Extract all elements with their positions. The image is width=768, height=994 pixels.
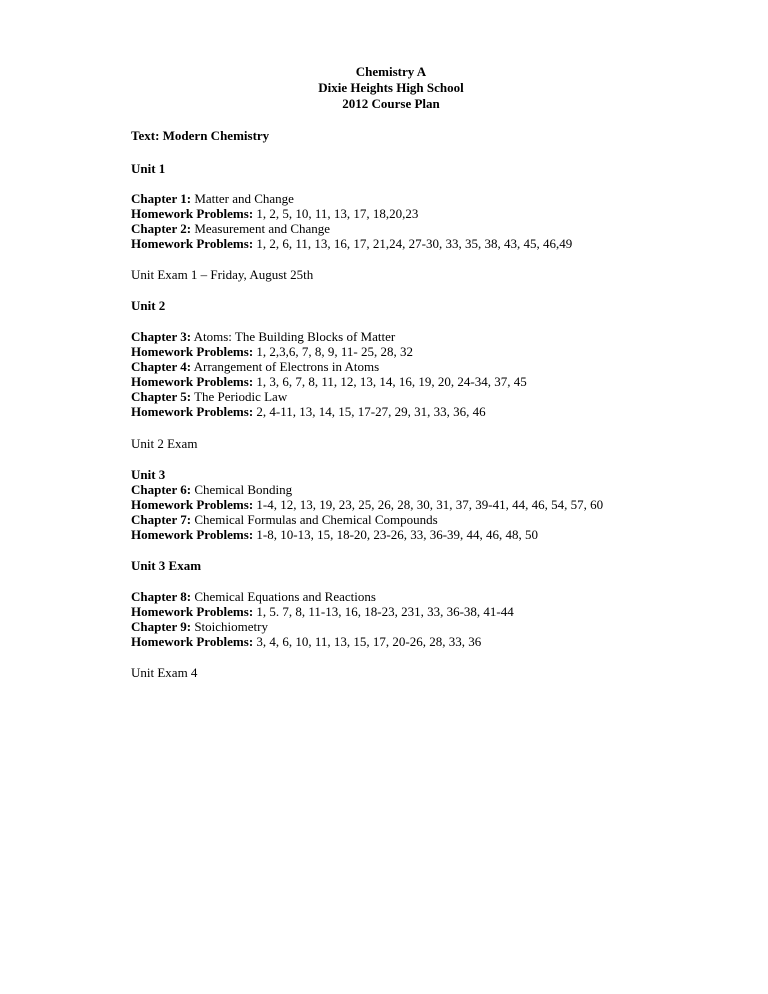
course-title: Chemistry A: [355, 64, 427, 79]
homework-line-5: [131, 404, 486, 419]
homework-problems: 1, 2, 6, 11, 13, 16, 17, 21,24, 27-30, 33, 35, 38, 43, 45, 46,49: [253, 236, 573, 251]
chapter-label: Chapter 3:: [131, 329, 192, 344]
homework-problems: 2, 4-11, 13, 14, 15, 17-27, 29, 31, 33, 36, 46: [253, 404, 486, 419]
chapter-6-line: [131, 482, 292, 497]
chapter-title: The Periodic Law: [191, 389, 288, 404]
chapter-title: Atoms: The Building Blocks of Matter: [191, 329, 396, 344]
homework-problems: 1, 5. 7, 8, 11-13, 16, 18-23, 231, 33, 36-38, 41-44: [253, 604, 514, 619]
homework-label: Homework Problems:: [131, 634, 254, 649]
chapter-label: Chapter 8:: [131, 589, 192, 604]
chapter-title: Measurement and Change: [191, 221, 331, 236]
course-plan-year: 2012 Course Plan: [342, 96, 440, 111]
unit-1-heading: Unit 1: [131, 161, 166, 176]
chapter-label: Chapter 9:: [131, 619, 192, 634]
document-header: [131, 64, 651, 112]
unit-3-heading: Unit 3: [131, 467, 166, 482]
homework-label: Homework Problems:: [131, 497, 254, 512]
homework-line-4: [131, 374, 527, 389]
chapter-3-line: [131, 329, 395, 344]
chapter-4-line: [131, 359, 379, 374]
homework-problems: 3, 4, 6, 10, 11, 13, 15, 17, 20-26, 28, 33, 36: [253, 634, 482, 649]
homework-problems: 1, 2,3,6, 7, 8, 9, 11- 25, 28, 32: [253, 344, 414, 359]
chapter-title: Chemical Formulas and Chemical Compounds: [191, 512, 438, 527]
homework-line-9: [131, 634, 481, 649]
chapter-label: Chapter 6:: [131, 482, 192, 497]
homework-label: Homework Problems:: [131, 344, 254, 359]
homework-line-1: [131, 206, 418, 221]
chapter-7-line: [131, 512, 438, 527]
homework-line-7: [131, 527, 538, 542]
homework-label: Homework Problems:: [131, 604, 254, 619]
chapter-label: Chapter 2:: [131, 221, 192, 236]
homework-problems: 1-4, 12, 13, 19, 23, 25, 26, 28, 30, 31, 37, 39-41, 44, 46, 54, 57, 60: [253, 497, 604, 512]
chapter-label: Chapter 4:: [131, 359, 192, 374]
chapter-1-line: [131, 191, 294, 206]
chapter-title: Stoichiometry: [191, 619, 268, 634]
homework-label: Homework Problems:: [131, 374, 254, 389]
chapter-5-line: [131, 389, 287, 404]
chapter-label: Chapter 5:: [131, 389, 192, 404]
chapter-label: Chapter 7:: [131, 512, 192, 527]
unit-2-exam: Unit 2 Exam: [131, 436, 198, 451]
chapter-title: Matter and Change: [191, 191, 294, 206]
homework-label: Homework Problems:: [131, 527, 254, 542]
homework-line-6: [131, 497, 603, 512]
chapter-label: Chapter 1:: [131, 191, 192, 206]
chapter-title: Chemical Bonding: [191, 482, 293, 497]
homework-line-8: [131, 604, 514, 619]
homework-problems: 1-8, 10-13, 15, 18-20, 23-26, 33, 36-39, 44, 46, 48, 50: [253, 527, 539, 542]
homework-line-2: [131, 236, 572, 251]
chapter-title: Chemical Equations and Reactions: [191, 589, 376, 604]
school-name: Dixie Heights High School: [318, 80, 464, 95]
chapter-title: Arrangement of Electrons in Atoms: [191, 359, 380, 374]
homework-label: Homework Problems:: [131, 404, 254, 419]
homework-problems: 1, 3, 6, 7, 8, 11, 12, 13, 14, 16, 19, 20, 24-34, 37, 45: [253, 374, 527, 389]
unit-4-exam: Unit Exam 4: [131, 665, 198, 680]
chapter-8-line: [131, 589, 376, 604]
homework-problems: 1, 2, 5, 10, 11, 13, 17, 18,20,23: [253, 206, 419, 221]
homework-label: Homework Problems:: [131, 236, 254, 251]
unit-1-exam: Unit Exam 1 – Friday, August 25th: [131, 267, 314, 282]
homework-label: Homework Problems:: [131, 206, 254, 221]
chapter-2-line: [131, 221, 330, 236]
textbook-line: Text: Modern Chemistry: [131, 128, 270, 143]
unit-2-heading: Unit 2: [131, 298, 166, 313]
homework-line-3: [131, 344, 413, 359]
chapter-9-line: [131, 619, 268, 634]
unit-3-exam: Unit 3 Exam: [131, 558, 202, 573]
